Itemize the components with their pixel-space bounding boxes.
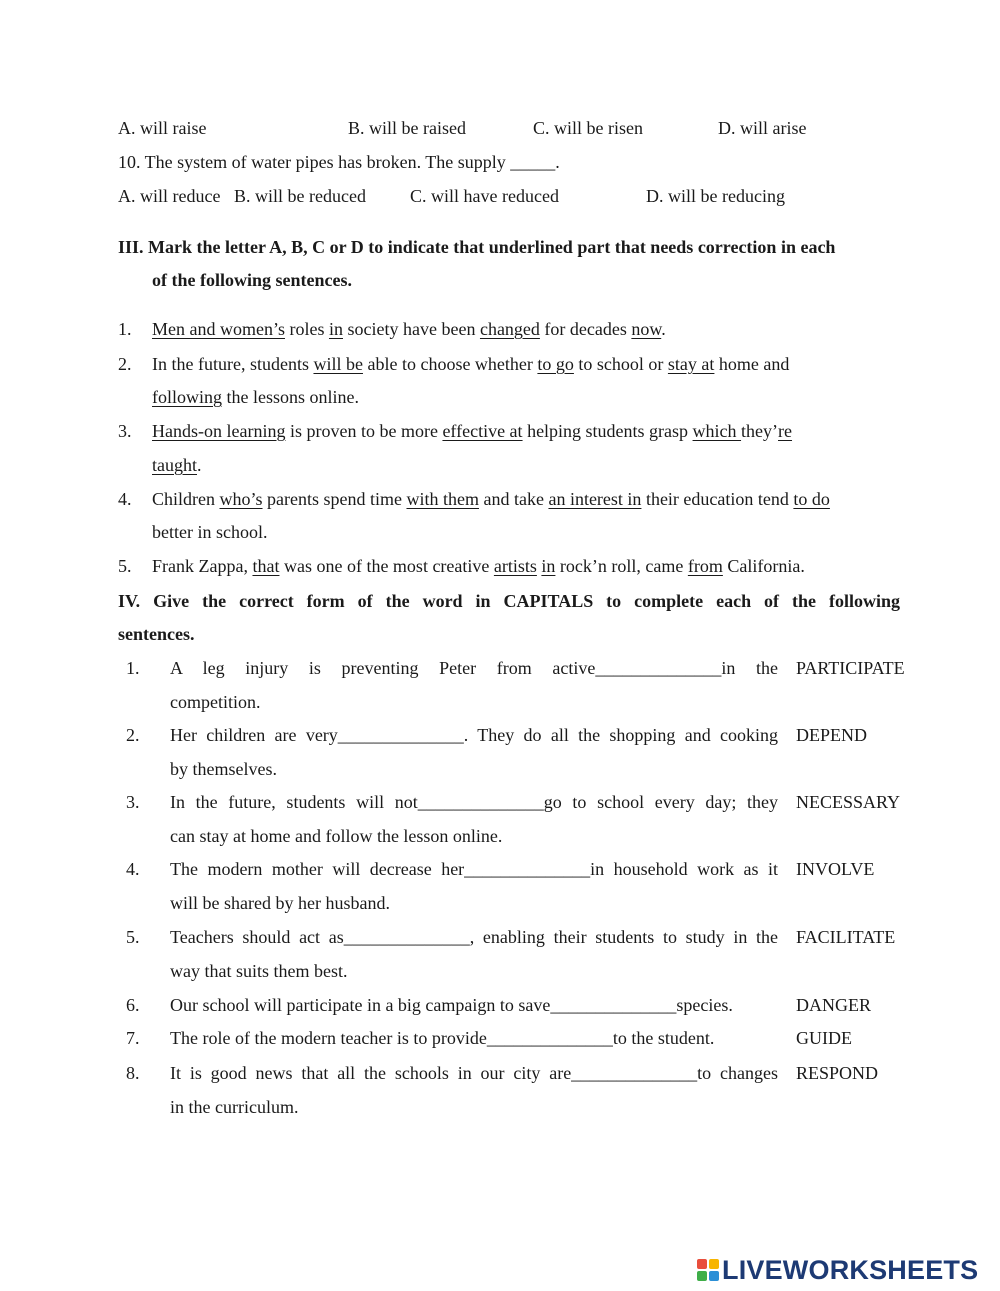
section4-item-number: 6. [126, 995, 140, 1015]
logo-square [697, 1259, 707, 1269]
sentence-text: was one of the most creative [279, 556, 494, 576]
section4-item-sentence-cont: in the curriculum. [170, 1097, 299, 1117]
section4-item-sentence: Our school will participate in a big campaign to save______________species. [170, 995, 733, 1015]
section4-item-sentence: The modern mother will decrease her______________in household work as it [170, 859, 778, 879]
logo-text: LIVEWORKSHEETS [722, 1254, 979, 1285]
underlined-part: in [541, 556, 556, 576]
underlined-part: will be [313, 354, 363, 374]
q10-option-c: C. will have reduced [410, 186, 559, 206]
capital-word: INVOLVE [796, 859, 875, 879]
section3-item-sentence [152, 454, 202, 476]
underlined-part: artists [493, 556, 537, 576]
sentence-text: is proven to be more [285, 421, 443, 441]
section4-heading-cont: sentences. [118, 624, 195, 644]
section4-item-number: 4. [126, 859, 140, 879]
q10-option-d: D. will be reducing [646, 186, 785, 206]
section4-item-sentence-cont: by themselves. [170, 759, 277, 779]
q9-option-d: D. will arise [718, 118, 807, 138]
capital-word: DANGER [796, 995, 871, 1015]
sentence-text: parents spend time [262, 489, 407, 509]
section4-item-sentence: Teachers should act as______________, enabling their students to study in the [170, 927, 778, 947]
underlined-part: Hands-on learning [152, 421, 286, 441]
underlined-part: effective at [442, 421, 523, 441]
logo-square [709, 1259, 719, 1269]
q10-stem: 10. The system of water pipes has broken. The supply _____. [118, 152, 560, 172]
sentence-text: to school or [573, 354, 668, 374]
sentence-text: roles [284, 319, 329, 339]
section3-item-sentence [152, 488, 830, 510]
sentence-text: Children [152, 489, 220, 509]
section3-item-sentence [152, 318, 666, 340]
section3-heading-cont: of the following sentences. [152, 270, 352, 290]
section3-item-number: 4. [118, 489, 132, 509]
section4-item-sentence: The role of the modern teacher is to provide______________to the student. [170, 1028, 715, 1048]
underlined-part: from [687, 556, 723, 576]
sentence-text: In the future, students [152, 354, 314, 374]
section3-item-number: 3. [118, 421, 132, 441]
section3-item-sentence [152, 521, 267, 543]
underlined-part: taught [152, 455, 197, 475]
liveworksheets-logo [697, 1254, 978, 1286]
section4-item-number: 2. [126, 725, 140, 745]
underlined-part: stay at [667, 354, 715, 374]
sentence-text: society have been [343, 319, 480, 339]
section4-item-number: 5. [126, 927, 140, 947]
section4-item-sentence: In the future, students will not______________go to school every day; they [170, 792, 778, 812]
sentence-text: helping students grasp [522, 421, 693, 441]
sentence-text: . [197, 455, 202, 475]
underlined-part: an interest in [548, 489, 642, 509]
capital-word: PARTICIPATE [796, 658, 905, 678]
logo-square [709, 1271, 719, 1281]
section4-item-sentence: A leg injury is preventing Peter from active______________in the [170, 658, 778, 678]
sentence-text: better in school. [152, 522, 268, 542]
capital-word: NECESSARY [796, 792, 901, 812]
sentence-text: the lessons online. [222, 387, 359, 407]
underlined-part: to go [537, 354, 574, 374]
section4-item-sentence-cont: can stay at home and follow the lesson online. [170, 826, 503, 846]
section4-item-number: 1. [126, 658, 140, 678]
section3-item-number: 2. [118, 354, 132, 374]
underlined-part: Men and women’s [152, 319, 285, 339]
sentence-text: . [661, 319, 666, 339]
underlined-part: re [778, 421, 793, 441]
section3-item-number: 1. [118, 319, 132, 339]
section3-item-sentence [152, 353, 789, 375]
capital-word: DEPEND [796, 725, 867, 745]
q9-option-a: A. will raise [118, 118, 207, 138]
section4-item-sentence-cont: will be shared by her husband. [170, 893, 390, 913]
underlined-part: in [328, 319, 343, 339]
section4-item-number: 7. [126, 1028, 140, 1048]
underlined-part: now [631, 319, 662, 339]
underlined-part: with them [406, 489, 479, 509]
section4-item-number: 8. [126, 1063, 140, 1083]
sentence-text: Frank Zappa, [152, 556, 253, 576]
sentence-text: their education tend [641, 489, 794, 509]
section4-item-number: 3. [126, 792, 140, 812]
sentence-text: for decades [539, 319, 632, 339]
sentence-text: and take [478, 489, 549, 509]
q10-option-a: A. will reduce [118, 186, 221, 206]
section3-item-sentence [152, 555, 805, 577]
section3-item-sentence [152, 386, 359, 408]
q9-option-c: C. will be risen [533, 118, 643, 138]
capital-word: RESPOND [796, 1063, 879, 1083]
q9-option-b: B. will be raised [348, 118, 466, 138]
sentence-text: they’ [741, 421, 779, 441]
capital-word: GUIDE [796, 1028, 852, 1048]
section4-item-sentence-cont: way that suits them best. [170, 961, 348, 981]
underlined-part: that [252, 556, 280, 576]
underlined-part: who’s [219, 489, 263, 509]
capital-word: FACILITATE [796, 927, 896, 947]
logo-square [697, 1271, 707, 1281]
underlined-part: following [152, 387, 222, 407]
section3-item-number: 5. [118, 556, 132, 576]
underlined-part: changed [479, 319, 540, 339]
liveworksheets-icon [697, 1259, 719, 1281]
sentence-text: able to choose whether [362, 354, 538, 374]
underlined-part: to do [793, 489, 830, 509]
sentence-text: California. [722, 556, 805, 576]
section3-item-sentence [152, 420, 792, 442]
section4-item-sentence: It is good news that all the schools in our city are______________to changes [170, 1063, 778, 1083]
q10-option-b: B. will be reduced [234, 186, 366, 206]
section4-item-sentence-cont: competition. [170, 692, 261, 712]
section4-item-sentence: Her children are very______________. They do all the shopping and cooking [170, 725, 778, 745]
underlined-part: which [692, 421, 742, 441]
sentence-text: rock’n roll, came [555, 556, 688, 576]
sentence-text: home and [714, 354, 790, 374]
section3-heading: III. Mark the letter A, B, C or D to indicate that underlined part that needs correction in each [118, 237, 836, 257]
section4-heading: IV. Give the correct form of the word in CAPITALS to complete each of the following [118, 591, 900, 611]
